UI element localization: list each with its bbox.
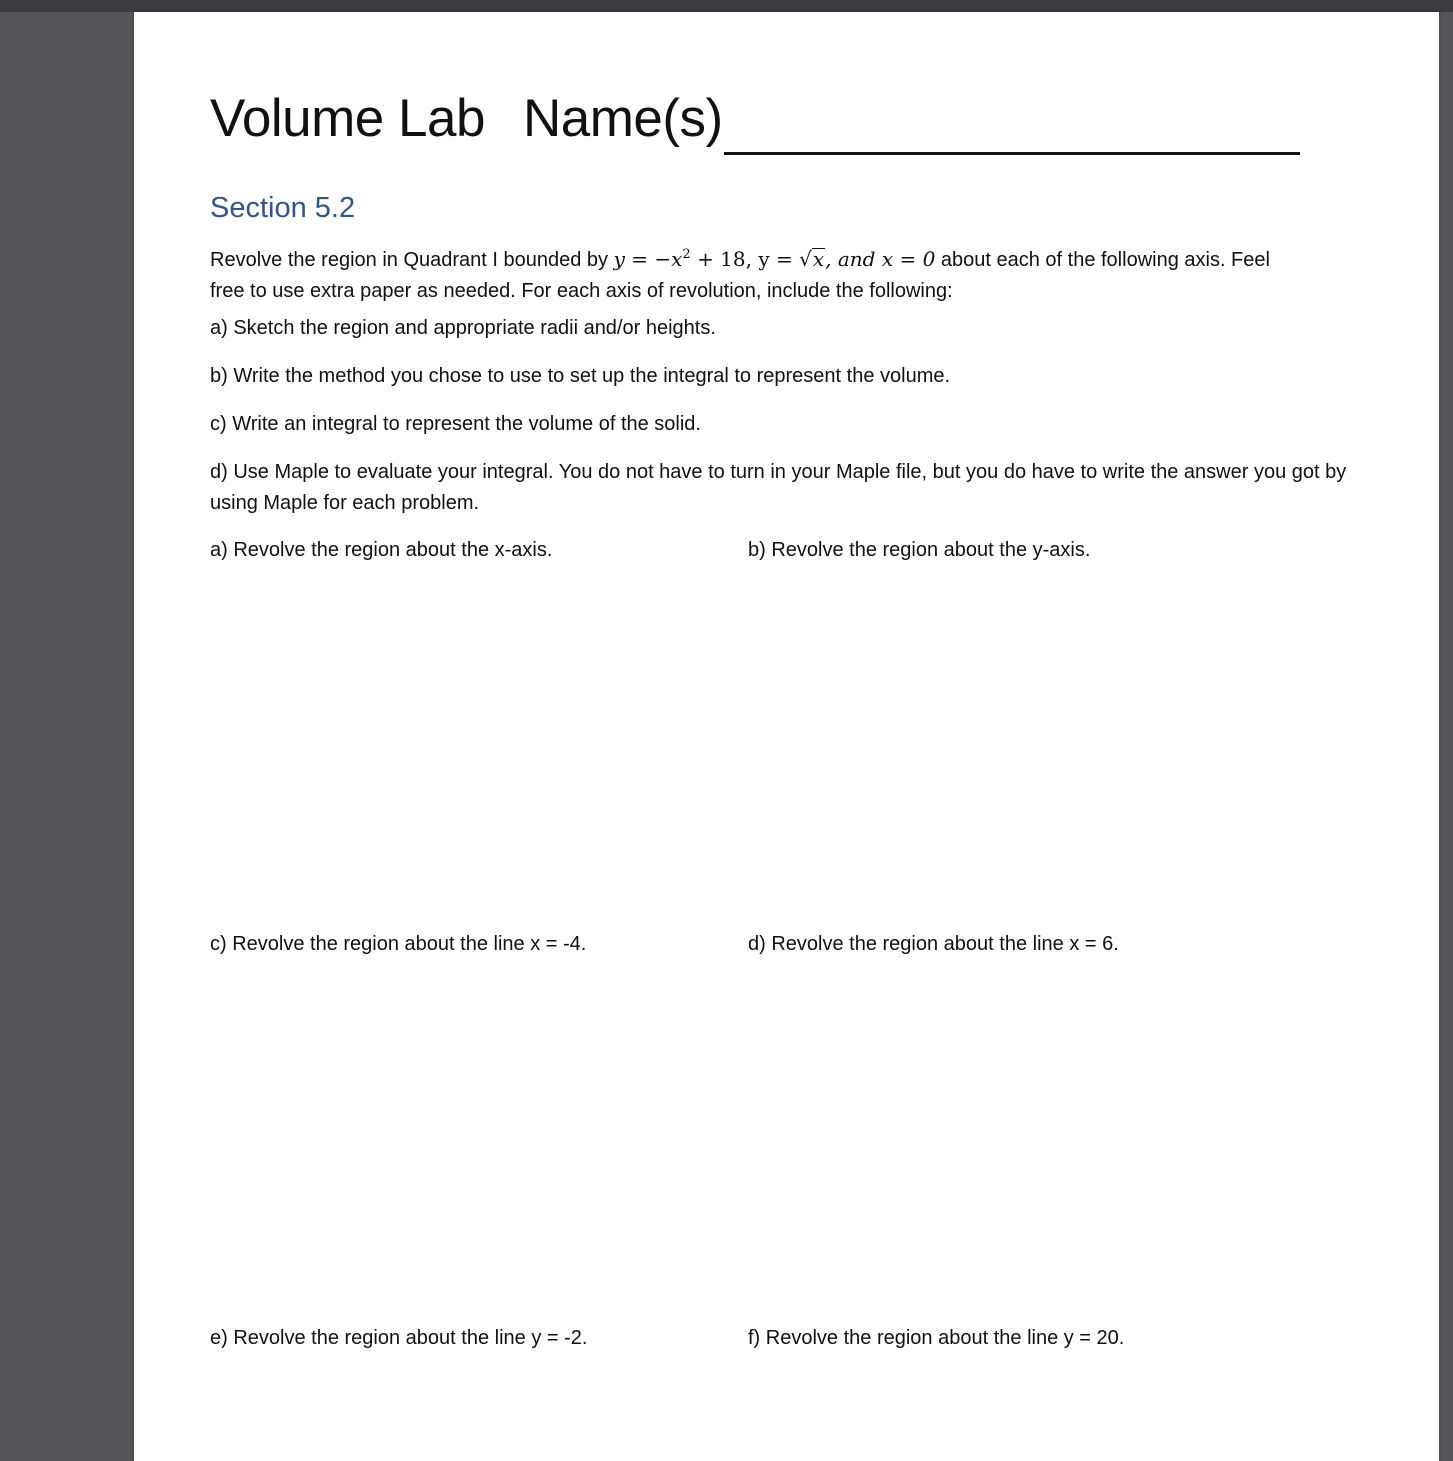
problem-b: b) Revolve the region about the y-axis. — [748, 539, 1091, 561]
equation-part-3: , and x = 0 — [825, 247, 936, 271]
problem-d: d) Revolve the region about the line x = 6. — [748, 933, 1119, 955]
intro-paragraph — [210, 244, 1360, 307]
page-title: Volume Lab — [210, 89, 485, 148]
sqrt-argument: x — [812, 247, 825, 271]
name-label: Name(s) — [522, 89, 723, 148]
sqrt-expression — [799, 244, 825, 275]
name-blank-line — [724, 152, 1300, 155]
problem-e: e) Revolve the region about the line y = -2. — [210, 1327, 588, 1349]
problem-c: c) Revolve the region about the line x = -4. — [210, 933, 587, 955]
instruction-d: d) Use Maple to evaluate your integral. You do not have to turn in your Maple file, but you do have to write the answer you got by using Maple for each problem. — [210, 461, 1347, 514]
viewer-right-gutter — [1439, 12, 1453, 1461]
equation-part-1: y = −x — [613, 247, 683, 271]
intro-after: about each of the following axis. Feel — [940, 249, 1270, 271]
instruction-b: b) Write the method you chose to use to set up the integral to represent the volume. — [210, 365, 951, 387]
section-heading: Section 5.2 — [210, 192, 356, 224]
sqrt-sign: √ — [799, 247, 812, 271]
intro-equation — [614, 247, 936, 271]
problem-a: a) Revolve the region about the x-axis. — [210, 539, 553, 561]
viewer-top-bar — [0, 0, 1453, 12]
instruction-a: a) Sketch the region and appropriate radii and/or heights. — [210, 317, 716, 339]
problem-f: f) Revolve the region about the line y = 20. — [748, 1327, 1125, 1349]
equation-part-2: + 18, y = — [697, 247, 800, 271]
intro-line-2: free to use extra paper as needed. For each axis of revolution, include the following: — [210, 280, 953, 302]
document-page — [134, 12, 1439, 1461]
title-row — [210, 89, 723, 148]
instruction-c: c) Write an integral to represent the volume of the solid. — [210, 413, 701, 435]
equation-exponent: 2 — [682, 247, 691, 262]
intro-before: Revolve the region in Quadrant I bounded by — [210, 249, 609, 271]
